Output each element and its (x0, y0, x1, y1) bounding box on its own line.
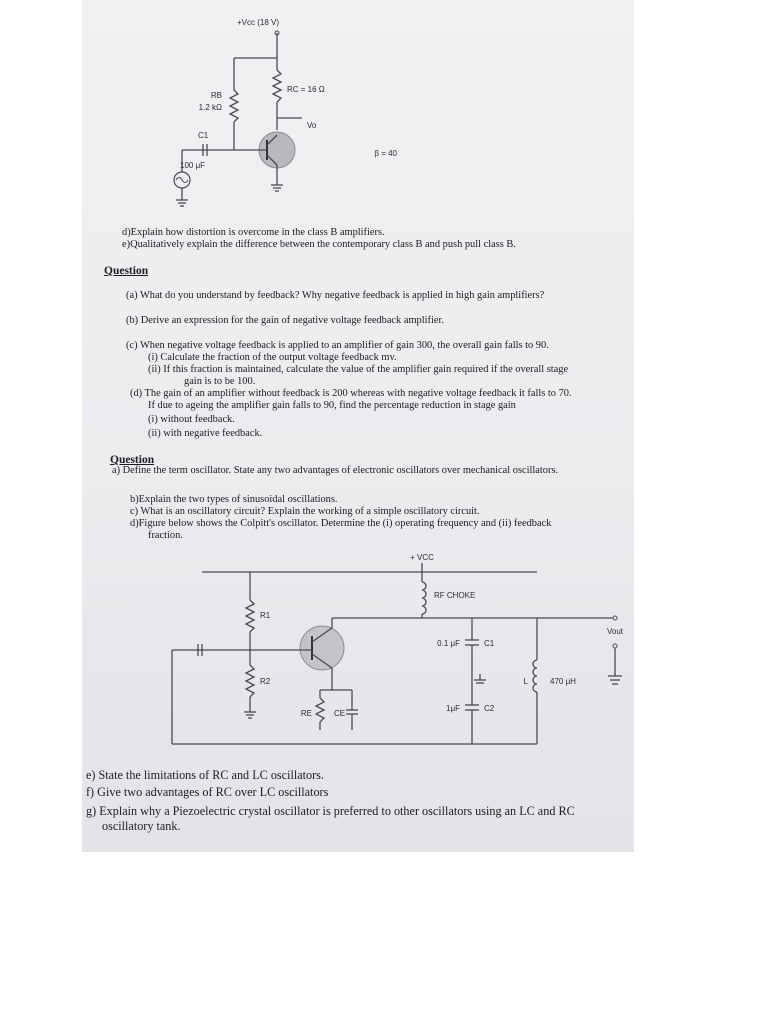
vcc-label: + VCC (410, 553, 434, 562)
c1-value: 100 μF (180, 161, 206, 170)
beta-label: β = 40 (374, 149, 397, 158)
question-e-text: e)Qualitatively explain the difference between the contemporary class B and push pull class B. (122, 239, 516, 250)
question-2b-text: (b) Derive an expression for the gain of negative voltage feedback amplifier. (126, 315, 444, 326)
question-heading: Question (110, 454, 155, 466)
question-3b-text: b)Explain the two types of sinusoidal oscillations. (130, 494, 338, 505)
vcc-label: +Vcc (18 V) (237, 18, 280, 27)
question-2d-ii-text: (ii) with negative feedback. (148, 428, 263, 439)
r1-label: R1 (260, 611, 271, 620)
question-2d-text: (d) The gain of an amplifier without feedback is 200 whereas with negative voltage feedback it falls to 70. (130, 388, 572, 399)
l-value: 470 μH (550, 677, 576, 686)
exam-paper-photo (82, 0, 634, 852)
question-2a-text: (a) What do you understand by feedback? Why negative feedback is applied in high gain amplifiers? (126, 290, 545, 301)
question-2d-cont: If due to ageing the amplifier gain falls to 90, find the percentage reduction in stage gain (148, 400, 516, 411)
question-g-crystal-cont: oscillatory tank. (102, 819, 181, 833)
c1-label: C1 (484, 639, 495, 648)
rc-label: RC = 16 Ω (287, 85, 325, 94)
question-3d-text: d)Figure below shows the Colpitt's oscillator. Determine the (i) operating frequency and (ii) feedback (130, 518, 552, 529)
l-label: L (523, 677, 528, 686)
amplifier-circuit-diagram (142, 10, 402, 215)
c1-label: C1 (198, 131, 209, 140)
rb-label: RB (210, 91, 222, 100)
question-f-advantages-text: f) Give two advantages of RC over LC oscillators (86, 785, 329, 799)
question-e-limitations-text: e) State the limitations of RC and LC oscillators. (86, 768, 324, 782)
question-g-crystal-text: g) Explain why a Piezoelectric crystal oscillator is preferred to other oscillators using an LC and RC (86, 804, 575, 818)
question-3c-text: c) What is an oscillatory circuit? Explain the working of a simple oscillatory circuit. (130, 506, 480, 517)
rb-value: 1.2 kΩ (198, 103, 222, 112)
question-3a-text: a) Define the term oscillator. State any two advantages of electronic oscillators over mechanical oscillators. (112, 465, 559, 476)
question-2c-text: (c) When negative voltage feedback is applied to an amplifier of gain 300, the overall gain falls to 90. (126, 340, 549, 351)
c2-label: C2 (484, 704, 495, 713)
question-2c-i-text: (i) Calculate the fraction of the output voltage feedback mv. (148, 352, 397, 363)
question-2c-ii-text: (ii) If this fraction is maintained, calculate the value of the amplifier gain required if the overall stage (148, 364, 569, 375)
re-label: RE (300, 709, 312, 718)
question-d-text: d)Explain how distortion is overcome in the class B amplifiers. (122, 227, 385, 238)
question-heading: Question (104, 265, 149, 277)
c1-value: 0.1 μF (437, 639, 460, 648)
question-2c-ii-cont: gain is to be 100. (184, 376, 256, 387)
ce-label: CE (334, 709, 346, 718)
question-3d-cont: fraction. (148, 530, 183, 541)
r2-label: R2 (260, 677, 271, 686)
rf-choke-label: RF CHOKE (434, 591, 476, 600)
colpitts-oscillator-diagram (162, 550, 624, 755)
c2-value: 1μF (446, 704, 460, 713)
vo-label: Vo (307, 121, 317, 130)
vout-label: Vout (606, 627, 624, 636)
question-2d-i-text: (i) without feedback. (148, 414, 235, 425)
